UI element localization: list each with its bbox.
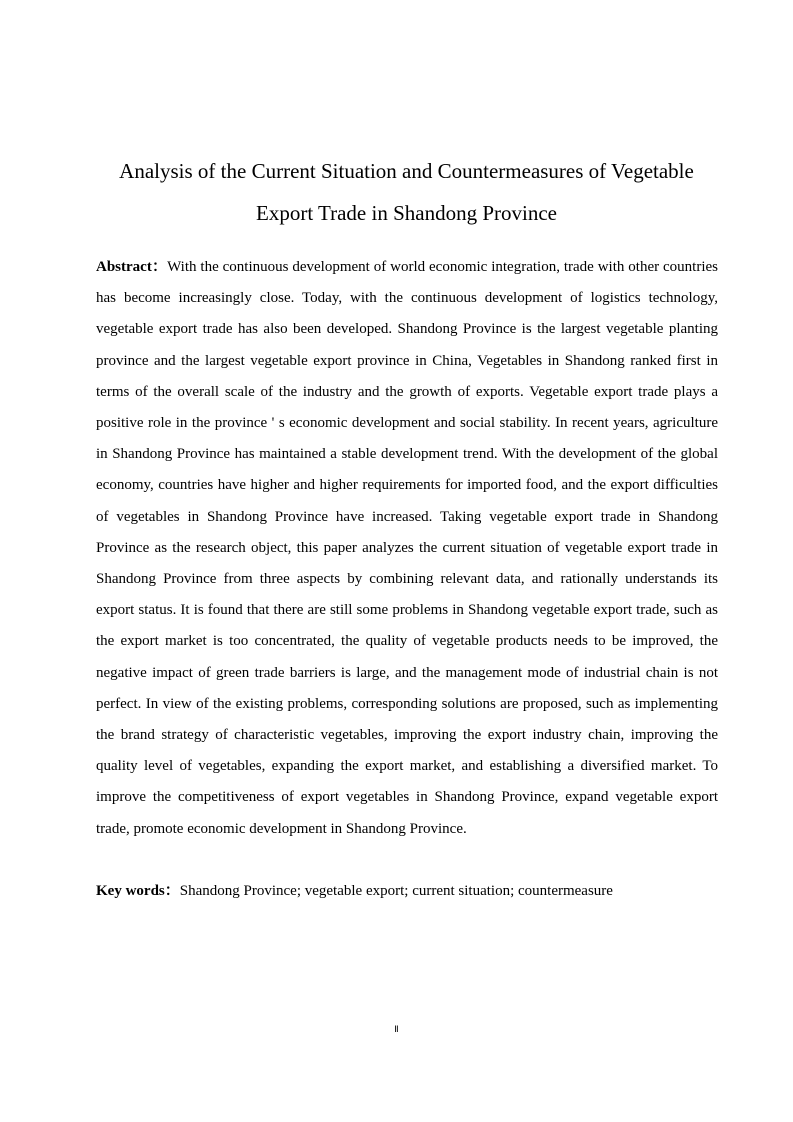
keywords-label: Key words：	[96, 883, 180, 899]
abstract-label: Abstract：	[96, 259, 168, 275]
abstract-text: With the continuous development of world economic integration, trade with other countries has become increasingly close. Today, with the continuous development of logistics technology, vegetable export trade has also been developed. Shandong Province is the largest vegetable planting province and the largest vegetable export province in China, Vegetables in Shandong ranked first in terms of the overall scale of the industry and the growth of exports. Vegetable export trade plays a positive role in the province ' s economic development and social stability. In recent years, agriculture in Shandong Province has maintained a stable development trend. With the development of the global economy, countries have higher and higher requirements for imported food, and the export difficulties of vegetables in Shandong Province have increased. Taking vegetable export trade in Shandong Province as the research object, this paper analyzes the current situation of vegetable export trade in Shandong Province from three aspects by combining relevant data, and rationally understands its export status. It is found that there are still some problems in Shandong vegetable export trade, such as the export market is too concentrated, the quality of vegetable products needs to be improved, the negative impact of green trade barriers is large, and the management mode of industrial chain is not perfect. In view of the existing problems, corresponding solutions are proposed, such as implementing the brand strategy of characteristic vegetables, improving the export industry chain, improving the quality level of vegetables, expanding the export market, and establishing a diversified market. To improve the competitiveness of export vegetables in Shandong Province, expand vegetable export trade, promote economic development in Shandong Province.	[96, 259, 718, 837]
paper-title	[96, 150, 717, 234]
keywords-text: Shandong Province; vegetable export; current situation; countermeasure	[179, 883, 613, 899]
title-line-1: Analysis of the Current Situation and Countermeasures of Vegetable	[119, 159, 694, 183]
abstract-paragraph	[96, 252, 718, 845]
keywords-line	[96, 876, 718, 907]
title-line-2: Export Trade in Shandong Province	[256, 201, 557, 225]
page-number: Ⅱ	[394, 1025, 399, 1035]
